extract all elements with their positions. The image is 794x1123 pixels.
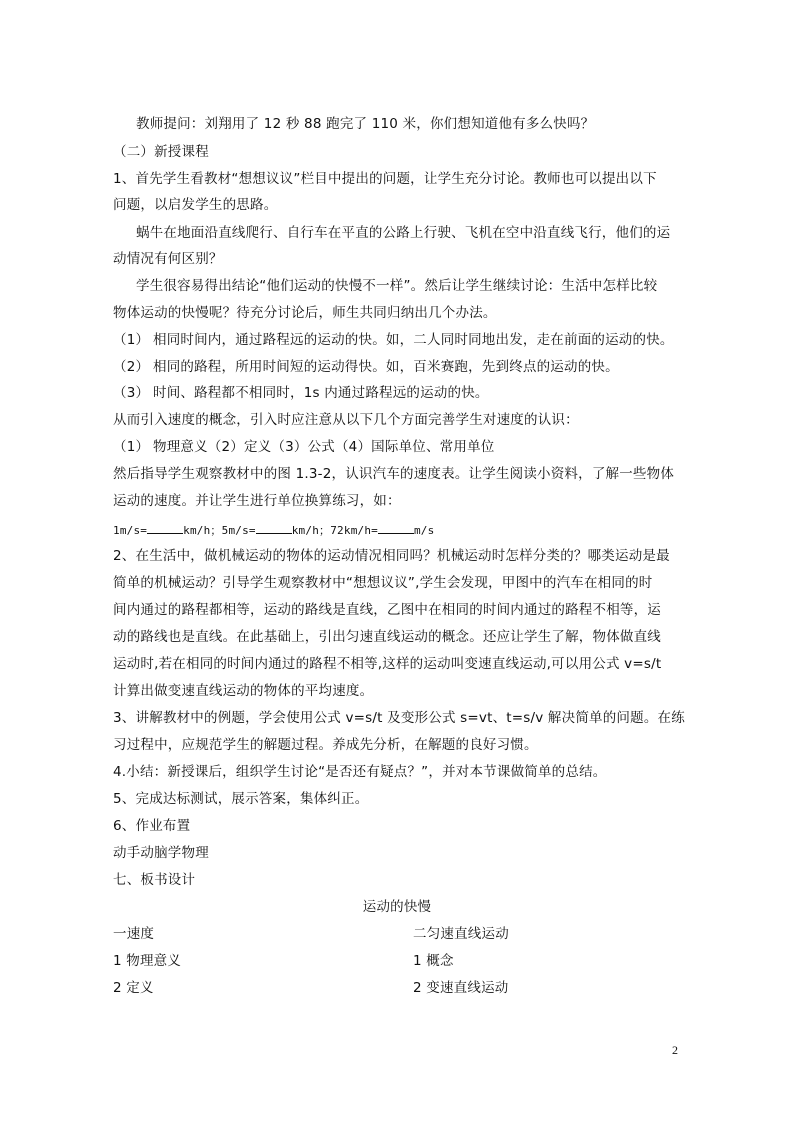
paragraph-line: 计算出做变速直线运动的物体的平均速度。 — [113, 683, 374, 699]
list-text: 相同的路程，所用时间短的运动得快。如，百米赛跑，先到终点的运动的快。 — [153, 359, 619, 375]
list-item — [113, 438, 683, 456]
board-left: 2 定义 — [113, 980, 154, 996]
unit-conversion-exercise — [113, 521, 683, 540]
list-item — [113, 384, 683, 402]
paragraph-line: 1、首先学生看教材“想想议议”栏目中提出的问题，让学生充分讨论。教师也可以提出以下 — [113, 171, 657, 187]
list-item — [113, 331, 683, 349]
paragraph-line: 间内通过的路程都相等，运动的路线是直线，乙图中在相同的时间内通过的路程不相等，运 — [113, 602, 661, 618]
paragraph-line: 动情况有何区别？ — [113, 251, 223, 267]
fill-blank — [378, 521, 414, 534]
unit-text: m/s — [413, 524, 435, 537]
list-number: （3） — [113, 385, 150, 401]
board-right: 2 变速直线运动 — [413, 980, 509, 996]
board-left: 一速度 — [113, 926, 155, 942]
paragraph-line: 习过程中，应规范学生的解题过程。养成先分析，在解题的良好习惯。 — [113, 737, 538, 753]
paragraph-line: 蜗牛在地面沿直线爬行、自行车在平直的公路上行驶、飞机在空中沿直线飞行，他们的运 — [136, 225, 671, 241]
section-heading: （二）新授课程 — [113, 144, 209, 160]
board-left: 1 物理意义 — [113, 953, 182, 969]
paragraph-line: 学生很容易得出结论“他们运动的快慢不一样”。然后让学生继续讨论：生活中怎样比较 — [136, 278, 658, 294]
unit-text: km/h；5m/s= — [183, 524, 256, 537]
list-text: 时间、路程都不相同时，1s 内通过路程远的运动的快。 — [153, 385, 489, 401]
page-number: 2 — [672, 1043, 678, 1057]
paragraph-line: 4.小结：新授课后，组织学生讨论“是否还有疑点？”，并对本节课做简单的总结。 — [113, 764, 607, 780]
paragraph-line: 简单的机械运动？引导学生观察教材中“想想议议”,学生会发现，甲图中的汽车在相同的时 — [113, 575, 653, 591]
paragraph-line: 2、在生活中，做机械运动的物体的运动情况相同吗？机械运动时怎样分类的？哪类运动是最 — [113, 548, 670, 564]
list-number: （1） — [113, 439, 150, 455]
fill-blank — [147, 521, 183, 534]
section-heading: 七、板书设计 — [113, 872, 196, 888]
paragraph-line: 运动的速度。并让学生进行单位换算练习，如： — [113, 493, 401, 509]
paragraph-line: 3、讲解教材中的例题，学会使用公式 v=s/t 及变形公式 s=vt、t=s/v 解决简单的问题。在练 — [113, 710, 685, 726]
unit-text: km/h；72km/h= — [291, 524, 378, 537]
board-right: 二匀速直线运动 — [413, 926, 509, 942]
board-row — [113, 925, 683, 943]
paragraph-line: 5、完成达标测试，展示答案，集体纠正。 — [113, 791, 369, 807]
paragraph-line: 动手动脑学物理 — [113, 845, 209, 861]
list-number: （2） — [113, 359, 150, 375]
paragraph-line: 6、作业布置 — [113, 818, 191, 834]
paragraph-line: 从而引入速度的概念，引入时应注意从以下几个方面完善学生对速度的认识： — [113, 412, 579, 428]
teacher-question: 教师提问：刘翔用了 12 秒 88 跑完了 110 米，你们想知道他有多么快吗？ — [136, 116, 595, 132]
board-row — [113, 952, 683, 970]
fill-blank — [256, 521, 292, 534]
list-item — [113, 358, 683, 376]
paragraph-line: 动的路线也是直线。在此基础上，引出匀速直线运动的概念。还应让学生了解，物体做直线 — [113, 629, 661, 645]
board-title: 运动的快慢 — [362, 899, 432, 915]
unit-text: 1m/s= — [113, 524, 148, 537]
list-number: （1） — [113, 332, 150, 348]
paragraph-line: 物体运动的快慢呢？待充分讨论后，师生共同归纳出几个办法。 — [113, 305, 497, 321]
paragraph-line: 运动时,若在相同的时间内通过的路程不相等,这样的运动叫变速直线运动,可以用公式 v=s/t — [113, 656, 662, 672]
list-text: 相同时间内，通过路程远的运动的快。如，二人同时同地出发，走在前面的运动的快。 — [153, 332, 674, 348]
paragraph-line: 问题，以启发学生的思路。 — [113, 197, 278, 213]
paragraph-line: 然后指导学生观察教材中的图 1.3-2，认识汽车的速度表。让学生阅读小资料，了解一些物体 — [113, 466, 675, 482]
board-row — [113, 979, 683, 997]
board-right: 1 概念 — [413, 953, 454, 969]
list-text: 物理意义（2）定义（3）公式（4）国际单位、常用单位 — [153, 439, 495, 455]
